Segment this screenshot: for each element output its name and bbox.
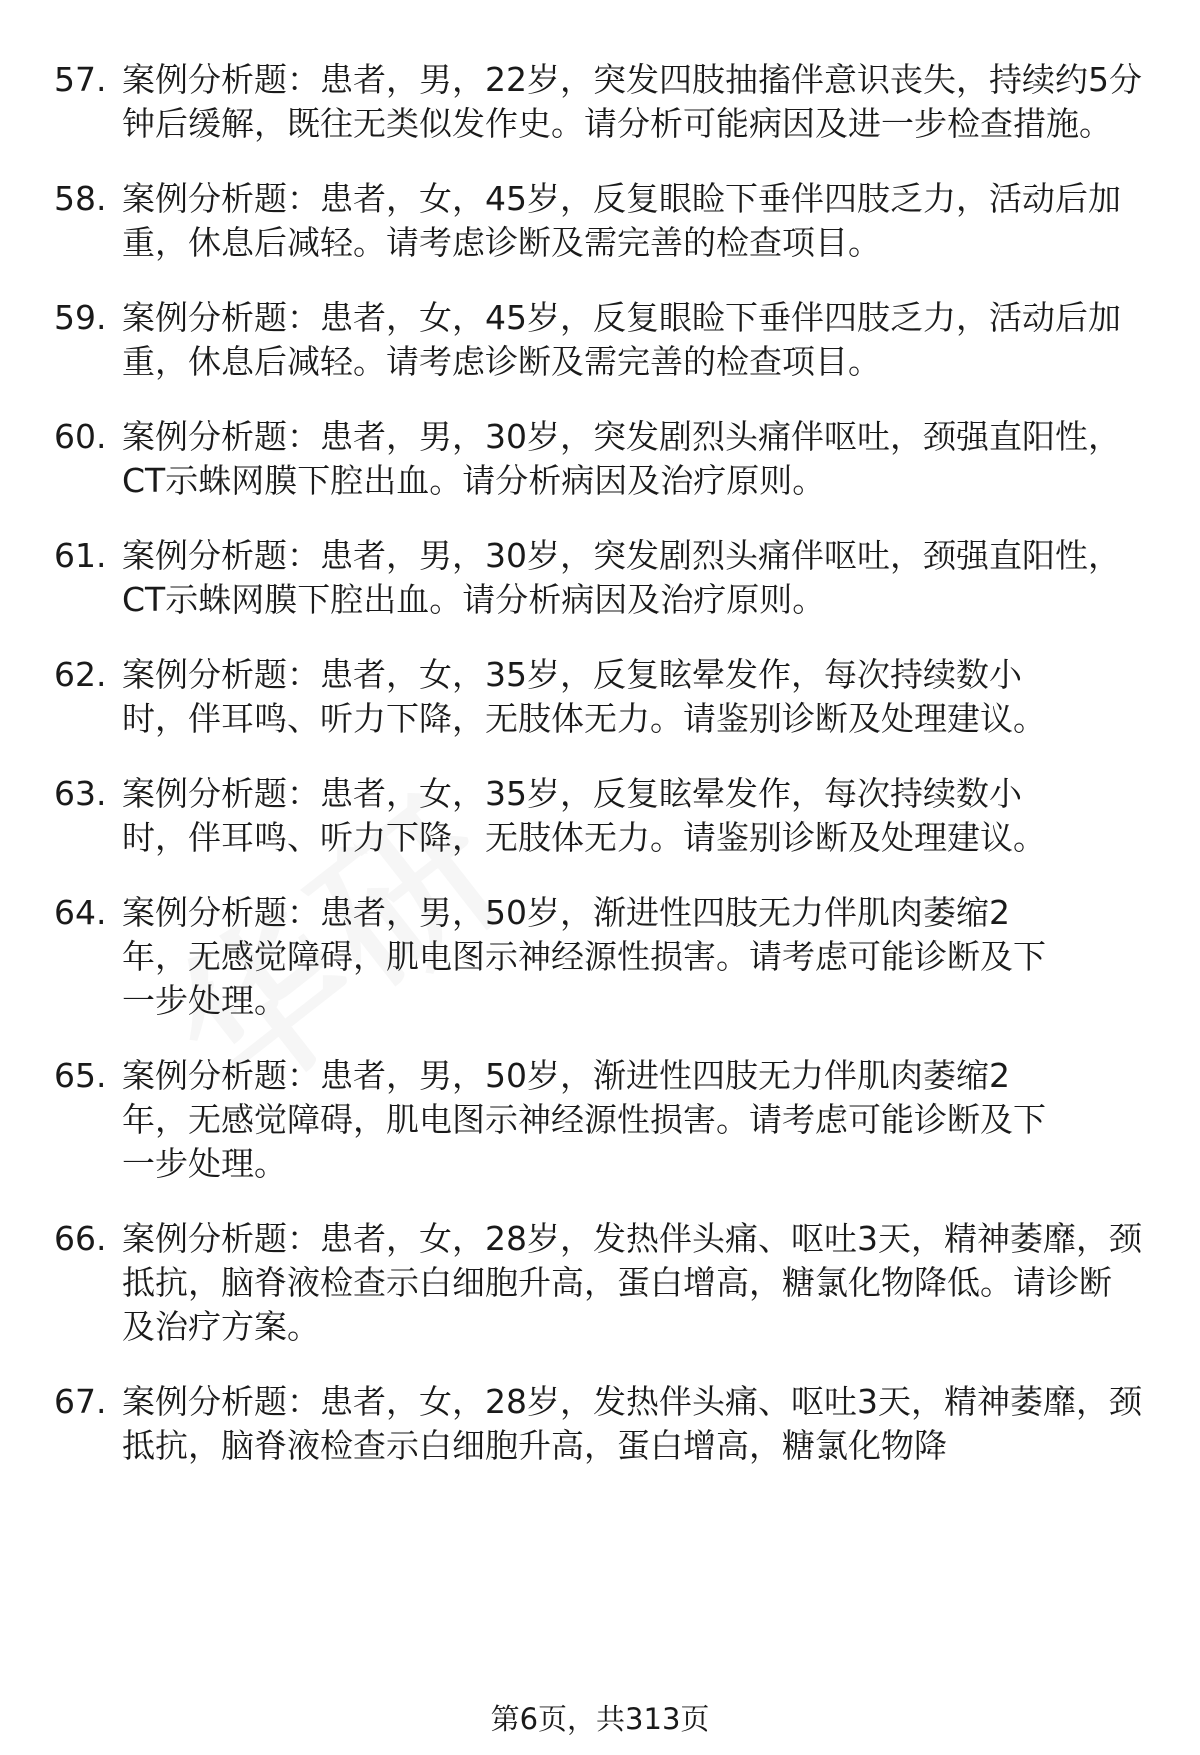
question-number: 59. — [54, 298, 107, 337]
question-item — [54, 296, 1164, 384]
question-number: 61. — [54, 536, 107, 575]
question-text: 案例分析题：患者，女，28岁，发热伴头痛、呕吐3天，精神萎靡，颈抵抗，脑脊液检查示白细胞升高，蛋白增高，糖氯化物降低。请诊断及治疗方案。 — [122, 1219, 1142, 1346]
question-number: 63. — [54, 774, 107, 813]
question-item — [54, 772, 1164, 860]
question-list — [54, 58, 1164, 1499]
question-text: 案例分析题：患者，女，45岁，反复眼睑下垂伴四肢乏力，活动后加重，休息后减轻。请考虑诊断及需完善的检查项目。 — [122, 298, 1121, 381]
question-number: 66. — [54, 1219, 107, 1258]
question-number: 67. — [54, 1382, 107, 1421]
question-text: 案例分析题：患者，女，28岁，发热伴头痛、呕吐3天，精神萎靡，颈抵抗，脑脊液检查示白细胞升高，蛋白增高，糖氯化物降 — [122, 1382, 1142, 1465]
question-text: 案例分析题：患者，女，35岁，反复眩晕发作，每次持续数小 时，伴耳鸣、听力下降，无肢体无力。请鉴别诊断及处理建议。 — [122, 774, 1046, 857]
question-number: 60. — [54, 417, 107, 456]
question-item — [54, 891, 1164, 1023]
question-text: 案例分析题：患者，男，50岁，渐进性四肢无力伴肌肉萎缩2 年，无感觉障碍，肌电图示神经源性损害。请考虑可能诊断及下 一步处理。 — [122, 1056, 1046, 1183]
question-number: 65. — [54, 1056, 107, 1095]
question-number: 64. — [54, 893, 107, 932]
page-footer: 第6页，共313页 — [490, 1702, 710, 1736]
question-text: 案例分析题：患者，男，30岁，突发剧烈头痛伴呕吐，颈强直阳性，CT示蛛网膜下腔出血。请分析病因及治疗原则。 — [122, 536, 1121, 619]
question-item — [54, 653, 1164, 741]
question-item — [54, 58, 1164, 146]
question-item — [54, 1380, 1164, 1468]
question-text: 案例分析题：患者，女，45岁，反复眼睑下垂伴四肢乏力，活动后加重，休息后减轻。请考虑诊断及需完善的检查项目。 — [122, 179, 1121, 262]
question-text: 案例分析题：患者，女，35岁，反复眩晕发作，每次持续数小 时，伴耳鸣、听力下降，无肢体无力。请鉴别诊断及处理建议。 — [122, 655, 1046, 738]
question-number: 58. — [54, 179, 107, 218]
question-item — [54, 415, 1164, 503]
question-text: 案例分析题：患者，男，22岁，突发四肢抽搐伴意识丧失，持续约5分钟后缓解，既往无类似发作史。请分析可能病因及进一步检查措施。 — [122, 60, 1142, 143]
question-text: 案例分析题：患者，男，50岁，渐进性四肢无力伴肌肉萎缩2 年，无感觉障碍，肌电图示神经源性损害。请考虑可能诊断及下 一步处理。 — [122, 893, 1046, 1020]
question-text: 案例分析题：患者，男，30岁，突发剧烈头痛伴呕吐，颈强直阳性，CT示蛛网膜下腔出血。请分析病因及治疗原则。 — [122, 417, 1121, 500]
question-item — [54, 177, 1164, 265]
question-item — [54, 1217, 1164, 1349]
question-number: 57. — [54, 60, 107, 99]
question-item — [54, 534, 1164, 622]
question-number: 62. — [54, 655, 107, 694]
question-item — [54, 1054, 1164, 1186]
